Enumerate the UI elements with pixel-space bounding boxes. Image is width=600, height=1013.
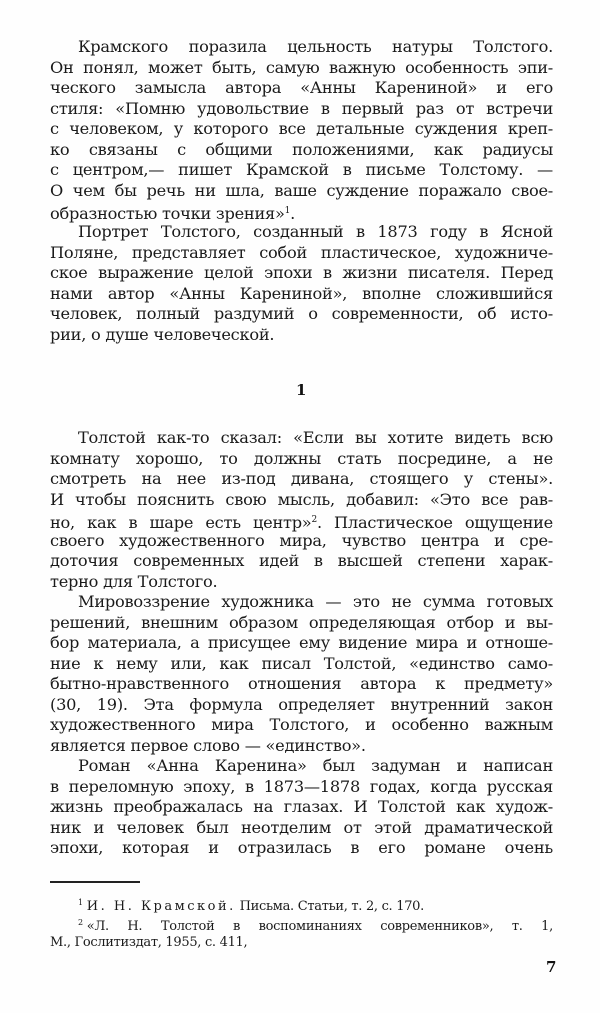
text-line: бор материала, а присущее ему видение мира и отноше-	[50, 633, 553, 652]
text-line: доточия современных идей в высшей степени харак-	[50, 551, 553, 570]
text-line: человек, полный раздумий о современности, об исто-	[50, 304, 553, 323]
text-line: с человеком, у которого все детальные суждения креп-	[50, 119, 553, 138]
footnote-marker: 1	[78, 898, 83, 907]
text-line: Портрет Толстого, созданный в 1873 году в Ясной	[78, 222, 553, 241]
text-line: является первое слово — «единство».	[50, 736, 366, 755]
footnote-marker: 2	[78, 918, 83, 927]
text-line	[50, 510, 553, 533]
text-line: бытно-нравственного отношения автора к предмету»	[50, 674, 553, 693]
footnote-separator	[50, 881, 140, 883]
text-line: нами автор «Анны Карениной», вполне сложившийся	[50, 284, 553, 303]
text-line: ник и человек был неотделим от этой драматической	[50, 818, 553, 837]
text-line: Он понял, может быть, самую важную особенность эпи-	[50, 58, 553, 77]
text-line: ние к нему или, как писал Толстой, «единство само-	[50, 654, 553, 673]
footnote-ref[interactable]: 2	[311, 515, 317, 525]
footnote-2-continued: М., Гослитиздат, 1955, с. 411,	[50, 935, 248, 950]
text-line: рии, о душе человеческой.	[50, 325, 275, 344]
period: .	[290, 204, 296, 223]
text-line: комнату хорошо, то должны стать посредине, а не	[50, 449, 553, 468]
text-line: художественного мира Толстого, и особенно важным	[50, 715, 553, 734]
text-fragment: . Пластическое ощущение	[316, 513, 553, 532]
text-line: жизнь преображалась на глазах. И Толстой как худож-	[50, 797, 553, 816]
text-line: терно для Толстого.	[50, 572, 218, 591]
footnote-text: «Л. Н. Толстой в воспоминаниях современников», т. 1,	[86, 919, 553, 934]
text-fragment: но, как в шаре есть центр»	[50, 513, 312, 532]
section-number: 1	[296, 381, 307, 399]
text-line: Поляне, представляет собой пластическое, художниче-	[50, 243, 553, 262]
text-line: своего художественного мира, чувство центра и сре-	[50, 531, 553, 550]
text-line: эпохи, которая и отразилась в его романе очень	[50, 838, 553, 857]
text-line: ко связаны с общими положениями, как радиусы	[50, 140, 553, 159]
text-line	[50, 201, 553, 224]
footnote-ref[interactable]: 1	[284, 206, 291, 216]
text-line: О чем бы речь ни шла, ваше суждение поражало свое-	[50, 181, 553, 200]
text-line: Крамского поразила цельность натуры Толстого.	[78, 37, 553, 56]
footnote-text: Письма. Статьи, т. 2, с. 170.	[235, 899, 424, 914]
text-line: смотреть на нее из-под дивана, стоящего у стены».	[50, 469, 553, 488]
page-number: 7	[546, 958, 557, 976]
text-line: ское выражение целой эпохи в жизни писателя. Перед	[50, 263, 553, 282]
text-line: (30, 19). Эта формула определяет внутренний закон	[50, 695, 553, 714]
text-line: Толстой как-то сказал: «Если вы хотите видеть всю	[78, 428, 553, 447]
text-line: Мировоззрение художника — это не сумма готовых	[78, 592, 553, 611]
text-line: ческого замысла автора «Анны Карениной» и его	[50, 78, 553, 97]
text-line: с центром,— пишет Крамской в письме Толстому. —	[50, 160, 553, 179]
text-line: Роман «Анна Каренина» был задуман и написан	[78, 756, 553, 775]
text-line: в переломную эпоху, в 1873—1878 годах, когда русская	[50, 777, 553, 796]
text-line: И чтобы пояснить свою мысль, добавил: «Это все рав-	[50, 490, 553, 509]
text-line: решений, внешним образом определяющая отбор и вы-	[50, 613, 553, 632]
text-line: стиля: «Помню удовольствие в первый раз от встречи	[50, 99, 553, 118]
footnote-author: И. Н. Крамской.	[86, 899, 236, 914]
text-fragment: образностью точки зрения»	[50, 204, 285, 223]
